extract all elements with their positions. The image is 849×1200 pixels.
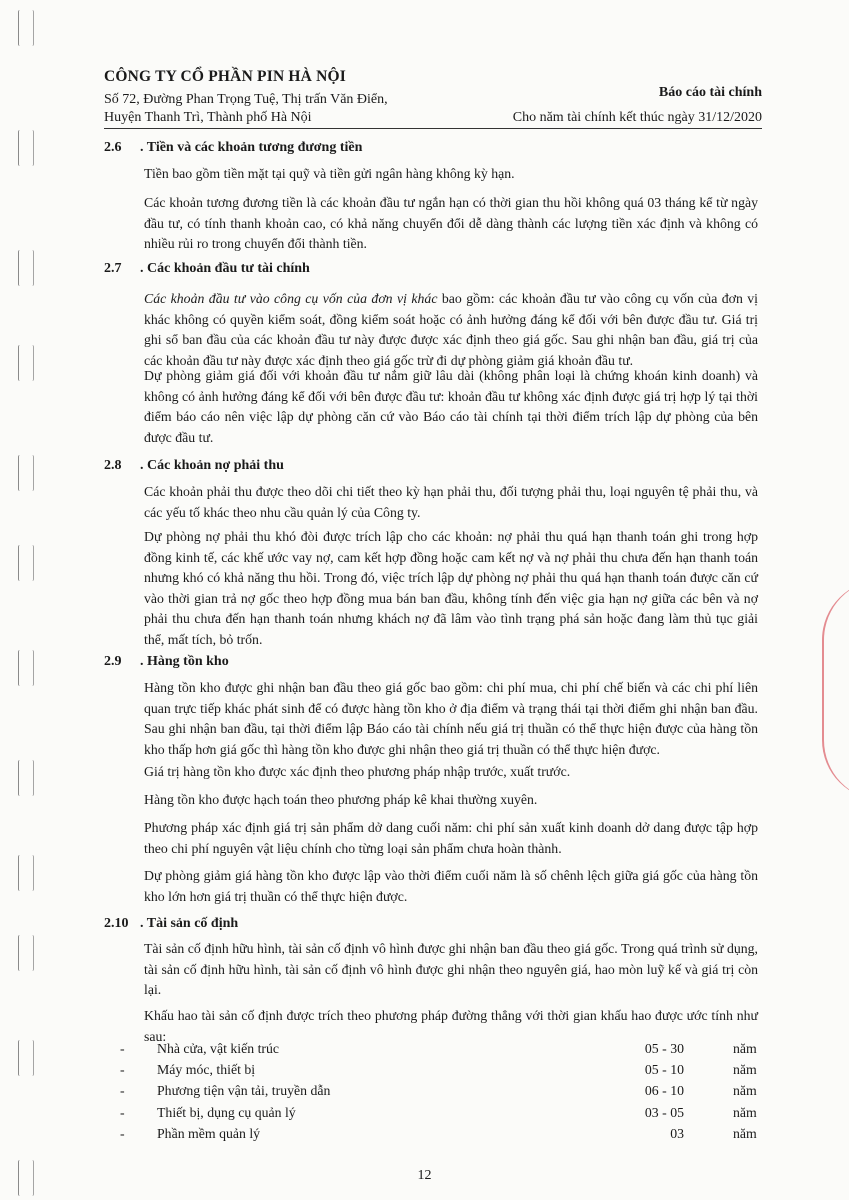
paragraph-text: bao gồm: các khoản đầu tư vào công cụ vốn của đơn vị khác không có quyền kiểm soát, đồng kiểm soát hoặc có ảnh hưởng đáng kể đối với bên được đầu tư. Giá trị ghi sổ ban đầu của các khoản đầu tư này được được xác định theo giá gốc. Sau ghi nhận ban đầu, giá trị của các khoản đầu tư này được xác định theo giá gốc trừ đi dự phòng giảm giá khoản đầu tư. [144, 291, 758, 368]
paragraph: Dự phòng nợ phải thu khó đòi được trích lập cho các khoản: nợ phải thu quá hạn thanh toán ghi trong hợp đồng kinh tế, các khế ước vay nợ, cam kết hợp đồng hoặc cam kết nợ và nợ phải thu chưa đến hạn thanh toán nhưng khó có khả năng thu hồi. Trong đó, việc trích lập dự phòng nợ phải thu quá hạn thanh toán được căn cứ vào thời gian trả nợ gốc theo hợp đồng mua bán ban đầu, không tính đến việc gia hạn nợ giữa các bên và nợ phải thu chưa đến hạn thanh toán nhưng khách nợ đã lâm vào tình trạng phá sản hoặc đang làm thủ tục giải thể, mất tích, bỏ trốn. [144, 529, 758, 647]
list-dash: - [120, 1041, 125, 1056]
list-dash: - [120, 1104, 125, 1120]
section-title: . Hàng tồn kho [140, 654, 229, 669]
section-number: 2.6 [104, 140, 122, 155]
company-name: CÔNG TY CỔ PHẦN PIN HÀ NỘI [104, 68, 347, 85]
section-number: 2.8 [104, 458, 122, 473]
page-number: 12 [417, 1168, 432, 1183]
list-dash: - [120, 1125, 125, 1141]
list-dash: - [120, 1062, 125, 1078]
address-line-2: Huyện Thanh Trì, Thành phố Hà Nội [104, 110, 312, 125]
section-number: 2.9 [104, 654, 122, 669]
paragraph: Giá trị hàng tồn kho được xác định theo phương pháp nhập trước, xuất trước. [144, 764, 571, 779]
section-title: . Các khoản nợ phải thu [140, 458, 284, 473]
paragraph: Các khoản phải thu được theo dõi chi tiết theo kỳ hạn phải thu, đối tượng phải thu, loại nguyên tệ phải thu, và các yếu tố khác theo nhu cầu quản lý của Công ty. [144, 484, 758, 520]
list-item [120, 1105, 760, 1126]
italic-term: Các khoản đầu tư vào công cụ vốn của đơn vị khác [144, 291, 438, 306]
section-title: . Tài sản cố định [140, 916, 239, 931]
unit: năm [733, 1104, 757, 1120]
useful-life: 06 - 10 [644, 1083, 684, 1099]
section-heading-2-8 [104, 458, 284, 474]
asset-type: Phần mềm quản lý [157, 1125, 261, 1141]
useful-life: 05 - 10 [644, 1062, 684, 1078]
section-heading-2-6 [104, 140, 362, 156]
asset-type: Máy móc, thiết bị [157, 1062, 256, 1078]
list-item [120, 1062, 760, 1083]
asset-type: Thiết bị, dụng cụ quản lý [157, 1104, 296, 1120]
section-heading-2-7 [104, 261, 310, 277]
paragraph: Dự phòng giảm giá hàng tồn kho được lập vào thời điểm cuối năm là số chênh lệch giữa giá gốc của hàng tồn kho lớn hơn giá trị thuần có thể thực hiện được. [144, 868, 758, 904]
section-title: . Các khoản đầu tư tài chính [140, 261, 310, 276]
paragraph: Phương pháp xác định giá trị sản phẩm dở dang cuối năm: chi phí sản xuất kinh doanh dở dang được tập hợp theo chi phí nguyên vật liệu chính cho từng loại sản phẩm chưa hoàn thành. [144, 820, 758, 856]
paragraph: Tiền bao gồm tiền mặt tại quỹ và tiền gửi ngân hàng không kỳ hạn. [144, 166, 515, 181]
binder-holes [18, 0, 38, 1200]
useful-life: 03 - 05 [644, 1104, 684, 1120]
report-title: Báo cáo tài chính [658, 85, 762, 100]
list-dash: - [120, 1083, 125, 1099]
section-number: 2.7 [104, 261, 122, 276]
unit: năm [733, 1062, 757, 1078]
paragraph: Tài sản cố định hữu hình, tài sản cố định vô hình được ghi nhận ban đầu theo giá gốc. Trong quá trình sử dụng, tài sản cố định hữu hình, tài sản cố định vô hình được ghi nhận theo nguyên giá, hao mòn luỹ kế và giá trị còn lại. [144, 941, 758, 997]
address-line-1: Số 72, Đường Phan Trọng Tuệ, Thị trấn Văn Điển, [104, 92, 388, 107]
unit: năm [733, 1125, 757, 1141]
paragraph: Các khoản tương đương tiền là các khoản đầu tư ngắn hạn có thời gian thu hồi không quá 03 tháng kể từ ngày đầu tư, có tính thanh khoản cao, có khả năng chuyển đổi dễ dàng thành các lượng tiền xác định và không có nhiều rủi ro trong chuyển đổi thành tiền. [144, 195, 758, 251]
report-period: Cho năm tài chính kết thúc ngày 31/12/2020 [512, 110, 762, 125]
paragraph: Hàng tồn kho được ghi nhận ban đầu theo giá gốc bao gồm: chi phí mua, chi phí chế biến và các chi phí liên quan trực tiếp khác phát sinh để có được hàng tồn kho ở địa điểm và trạng thái tại thời điểm ghi nhận ban đầu. Sau ghi nhận ban đầu, tại thời điểm lập Báo cáo tài chính nếu giá trị thuần có thể thực hiện được của hàng tồn kho thấp hơn giá gốc thì hàng tồn kho được ghi nhận theo giá trị thuần có thể thực hiện được. [144, 680, 758, 757]
unit: năm [733, 1083, 757, 1099]
paragraph [144, 289, 758, 371]
paragraph: Khấu hao tài sản cố định được trích theo phương pháp đường thẳng với thời gian khấu hao được ước tính như sau: [144, 1008, 758, 1044]
section-heading-2-10 [104, 916, 238, 932]
paragraph: Dự phòng giảm giá đối với khoản đầu tư nắm giữ lâu dài (không phân loại là chứng khoán kinh doanh) và không có ảnh hưởng đáng kể đối với bên được đầu tư: khoản đầu tư không xác định được giá trị hợp lý tại thời điểm báo cáo nên việc lập dự phòng căn cứ vào Báo cáo tài chính tại thời điểm trích lập dự phòng của bên được đầu tư. [144, 368, 758, 445]
red-stamp-edge [822, 580, 849, 800]
section-heading-2-9 [104, 654, 229, 670]
paragraph: Hàng tồn kho được hạch toán theo phương pháp kê khai thường xuyên. [144, 792, 538, 807]
unit: năm [733, 1041, 757, 1056]
list-item [120, 1083, 760, 1104]
depreciation-list [120, 1041, 760, 1147]
asset-type: Phương tiện vận tải, truyền dẫn [157, 1083, 331, 1099]
header-divider [104, 128, 762, 129]
list-item [120, 1041, 760, 1062]
section-number: 2.10 [104, 916, 129, 931]
list-item [120, 1126, 760, 1147]
useful-life: 05 - 30 [644, 1041, 684, 1056]
section-title: . Tiền và các khoản tương đương tiền [140, 140, 363, 155]
asset-type: Nhà cửa, vật kiến trúc [157, 1041, 280, 1056]
useful-life: 03 [670, 1125, 684, 1141]
